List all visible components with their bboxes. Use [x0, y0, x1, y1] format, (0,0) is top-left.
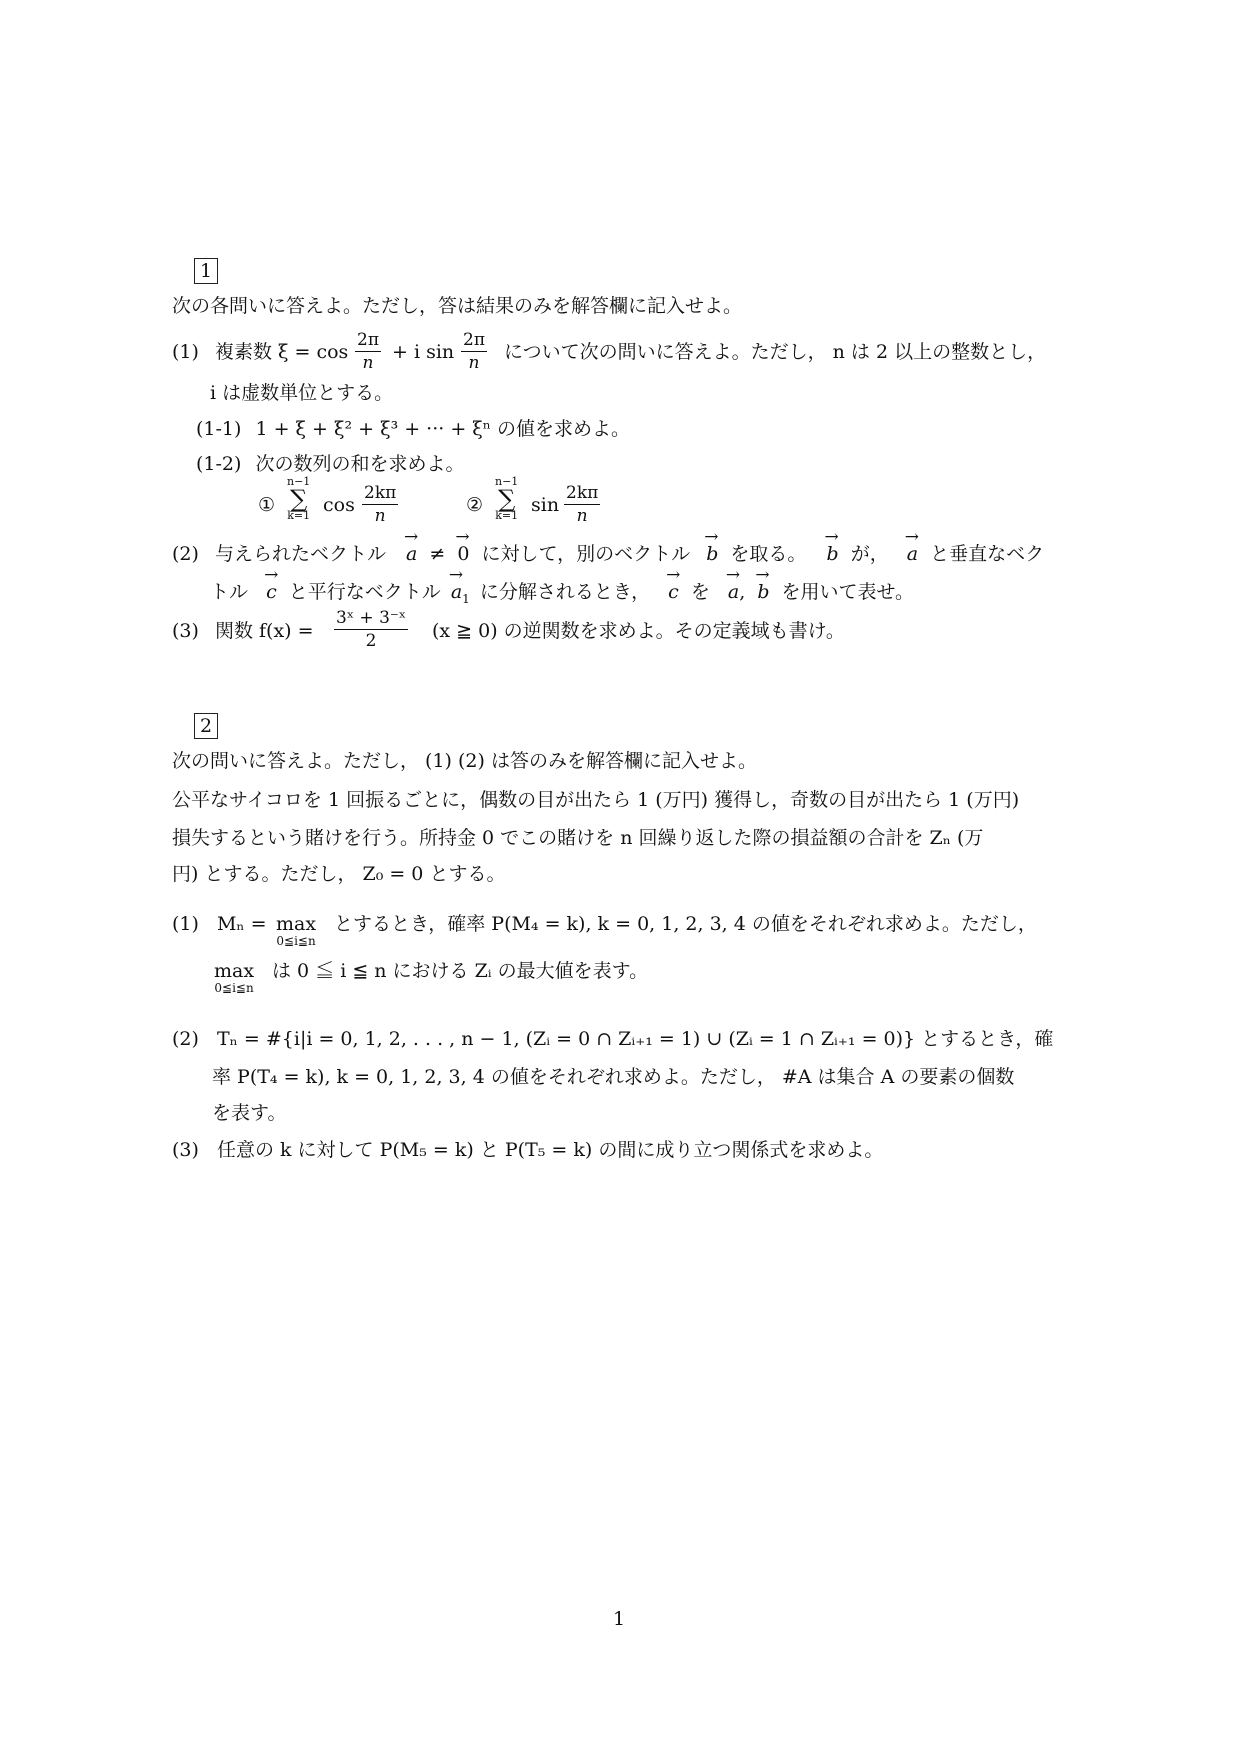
sum-lower: k=1 [495, 509, 519, 522]
sum-1 [287, 476, 310, 522]
p1-q2-text-k: を用いて表せ。 [781, 581, 914, 603]
p2-q1-label: (1) [172, 913, 199, 935]
problem-2-number: 2 [194, 713, 218, 739]
max-subscript: 0≦i≦n [214, 981, 254, 995]
p1-q1-frac1 [353, 330, 383, 373]
sum-upper: n−1 [495, 475, 519, 488]
p1-q3-label: (3) [172, 620, 199, 642]
p1-q2-text-a: 与えられたベクトル [214, 543, 386, 565]
p1-q2-text-f: と垂直なベク [930, 543, 1045, 565]
vector-a: → a [728, 583, 739, 602]
p2-q1-line2: は 0 ≦ i ≦ n における Zᵢ の最大値を表す。 [272, 960, 649, 982]
vector-b: → b [706, 545, 718, 564]
problem-1-intro: 次の各問いに答えよ。ただし，答は結果のみを解答欄に記入せよ。 [172, 295, 743, 317]
p1-q1-text-a: 複素数 ξ = cos [214, 341, 349, 363]
p1-q2-text-c: に対して，別のベクトル [481, 543, 691, 565]
p2-q1-a: Mₙ = [216, 913, 267, 935]
problem-2-intro: 次の問いに答えよ。ただし， (1) (2) は答のみを解答欄に記入せよ。 [172, 750, 757, 772]
vector-c: → c [668, 583, 679, 602]
problem-2-para-3: 円) とする。ただし， Z₀ = 0 とする。 [172, 863, 506, 885]
p2-q1-line1 [172, 915, 267, 934]
vector-c: → c [266, 583, 277, 602]
p2-q2-line3: を表す。 [212, 1102, 287, 1124]
frac-denominator: 2 [365, 631, 377, 651]
p2-q3-text: 任意の k に対して P(M₅ = k) と P(T₅ = k) の間に成り立つ関係式を求めよ。 [216, 1139, 884, 1161]
problem-1-number: 1 [194, 258, 218, 284]
vector-b: → b [826, 545, 838, 564]
p1-q12 [196, 455, 464, 474]
max-operator-1 [276, 915, 316, 948]
p1-q2-text-i: に分解されるとき， [479, 581, 651, 603]
max-label: max [214, 960, 255, 982]
p1-q1-text-c: について次の問いに答えよ。ただし， n は 2 以上の整数とし， [504, 341, 1047, 363]
vector-a: → a [406, 545, 417, 564]
sigma: ∑ [498, 485, 516, 513]
p2-q2-text-1: Tₙ = #{i|i = 0, 1, 2, . . . , n − 1, (Zᵢ = 0 ∩ Zᵢ₊₁ = 1) ∪ (Zᵢ = 1 ∩ Zᵢ₊₁ = 0)} とするとき，確 [216, 1028, 1054, 1050]
frac-numerator: 2kπ [566, 483, 599, 503]
frac-numerator: 2π [357, 330, 379, 350]
problem-2-para-2: 損失するという賭けを行う。所持金 0 でこの賭けを n 回繰り返した際の損益額の合計を Zₙ (万 [172, 827, 984, 849]
p1-q2-line1 [172, 545, 1044, 564]
frac-denominator: n [576, 506, 588, 526]
p2-q2-line1 [172, 1030, 1053, 1049]
p1-q3-text-b: (x ≧ 0) の逆関数を求めよ。その定義域も書け。 [432, 620, 845, 642]
sum-upper: n−1 [287, 475, 311, 488]
p1-q2-text-d: を取る。 [730, 543, 807, 565]
p1-q12-text: 次の数列の和を求めよ。 [255, 453, 465, 475]
p1-q1-label: (1) [172, 341, 199, 363]
p1-q2-line2 [210, 583, 914, 605]
vector-b: → b [757, 583, 769, 602]
p1-q12-label: (1-2) [196, 453, 242, 475]
p1-q3-frac [332, 608, 410, 651]
frac-denominator: n [468, 353, 480, 373]
p2-q2-label: (2) [172, 1028, 199, 1050]
p1-q2-text-g: トル [210, 581, 249, 603]
vector-zero: → 0 [457, 545, 469, 564]
p1-q3-a [172, 622, 314, 641]
p1-q1-frac2 [459, 330, 489, 373]
vector-a1-subscript: 1 [462, 591, 470, 606]
max-label: max [276, 913, 317, 935]
cos-label: cos [323, 494, 355, 516]
p1-q2-label: (2) [172, 543, 199, 565]
p2-q2-line2: 率 P(T₄ = k), k = 0, 1, 2, 3, 4 の値をそれぞれ求めよ。ただし， #A は集合 A の要素の個数 [212, 1066, 1015, 1088]
p1-q2-text-j: を [690, 581, 710, 603]
problem-2-para-1: 公平なサイコロを 1 回振るごとに，偶数の目が出たら 1 (万円) 獲得し，奇数の目が出たら 1 (万円) [172, 789, 1020, 811]
vector-a1-letter: a [450, 581, 463, 603]
comma: , [739, 581, 746, 603]
sin-label: sin [531, 494, 560, 516]
page-number: 1 [613, 1608, 626, 1630]
p1-q3-text-a: 関数 f(x) = [214, 620, 314, 642]
frac-numerator: 3ˣ + 3⁻ˣ [336, 608, 407, 628]
sum-2 [495, 476, 518, 522]
sum-2-frac [562, 483, 602, 526]
sigma: ∑ [290, 485, 308, 513]
vector-a1 [451, 583, 470, 605]
p1-q11 [196, 420, 630, 439]
p1-q1-line2: i は虚数単位とする。 [210, 382, 394, 404]
p1-q11-label: (1-1) [196, 418, 242, 440]
p1-q1-line1 [172, 343, 348, 362]
sum-lower: k=1 [287, 509, 311, 522]
frac-denominator: n [374, 506, 386, 526]
p1-q1-text-b: + i sin [392, 341, 455, 363]
p1-q2-text-h: と平行なベクトル [288, 581, 441, 603]
circle-2: ② [466, 494, 484, 516]
p1-q11-text: 1 + ξ + ξ² + ξ³ + ··· + ξⁿ の値を求めよ。 [255, 418, 631, 440]
p2-q3 [172, 1141, 883, 1160]
neq-sign: ≠ [429, 543, 446, 565]
p2-q1-b: とするとき，確率 P(M₄ = k), k = 0, 1, 2, 3, 4 の値をそれぞれ求めよ。ただし， [334, 913, 1037, 935]
max-subscript: 0≦i≦n [276, 934, 316, 948]
circle-1: ① [258, 494, 276, 516]
p2-q3-label: (3) [172, 1139, 199, 1161]
frac-denominator: n [362, 353, 374, 373]
max-operator-2 [214, 962, 254, 995]
frac-numerator: 2π [463, 330, 485, 350]
frac-numerator: 2kπ [364, 483, 397, 503]
p1-q2-text-e: が， [850, 543, 889, 565]
sum-1-frac [360, 483, 400, 526]
vector-a: → a [907, 545, 918, 564]
